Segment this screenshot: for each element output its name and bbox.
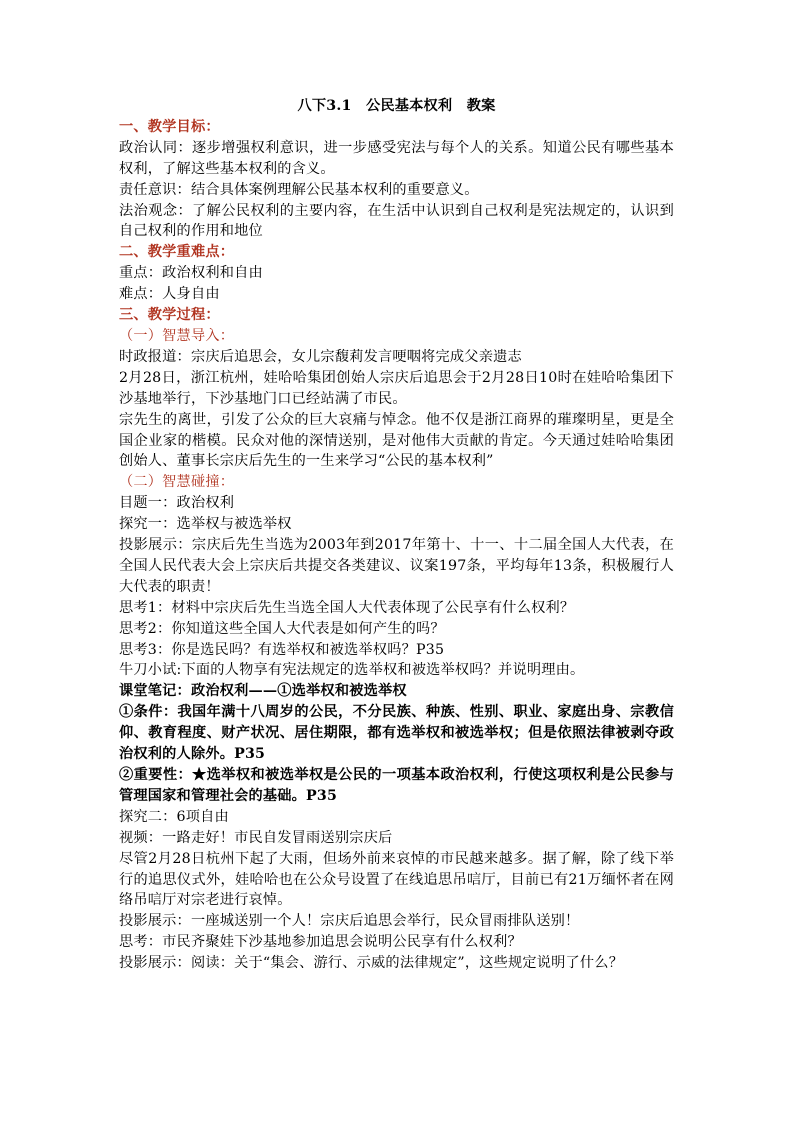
question-two: 思考2：你知道这些全国人大代表是如何产生的吗？ — [119, 620, 445, 637]
video-paragraph: 尽管2月28日杭州下起了大雨，但场外前来哀悼的市民越来越多。据了解，除了线下举行的追思仪式外，娃哈哈也在公众号设置了在线追思吊唁厅，目前已有21万缅怀者在网络吊唁厅对宗老进行哀悼。 — [119, 850, 674, 909]
projection-one: 投影展示：宗庆后先生当选为2003年到2017年第十、十一、十二届全国人大代表，在全国人民代表大会上宗庆后共提交各类建议、议案197条，平均每年13条，积极履行人大代表的职责！ — [119, 537, 674, 595]
part-label-collision: （二）智慧碰撞： — [119, 474, 235, 491]
document-title: 八下3.1 公民基本权利 教案 — [297, 98, 496, 114]
practice-task: 牛刀小试:下面的人物享有宪法规定的选举权和被选举权吗？并说明理由。 — [119, 662, 585, 679]
section-heading-key-points: 二、教学重难点： — [119, 244, 235, 261]
question-one: 思考1：材料中宗庆后先生当选全国人大代表体现了公民享有什么权利？ — [119, 599, 575, 616]
projection-three: 投影展示：阅读：关于“集会、游行、示威的法律规定”，这些规定说明了什么？ — [119, 955, 624, 972]
difficult-point: 难点：人身自由 — [119, 286, 220, 303]
video-title: 视频：一路走好！市民自发冒雨送别宗庆后 — [119, 829, 393, 846]
objective-responsibility: 责任意识：结合具体案例理解公民基本权利的重要意义。 — [119, 181, 479, 198]
key-point: 重点：政治权利和自由 — [119, 265, 263, 282]
class-notes-condition: ①条件：我国年满十八周岁的公民，不分民族、种族、性别、职业、家庭出身、宗教信仰、教育程度、财产状况、居住期限，都有选举权和被选举权；但是依照法律被剥夺政治权利的人除外。P35 — [119, 704, 674, 763]
question-four: 思考：市民齐聚娃下沙基地参加追思会说明公民享有什么权利？ — [119, 934, 522, 951]
part-label-introduction: （一）智慧导入： — [119, 327, 235, 344]
news-headline: 时政报道：宗庆后追思会，女儿宗馥莉发言哽咽将完成父亲遗志 — [119, 348, 522, 365]
inquiry-two: 探究二：6项自由 — [119, 808, 229, 825]
section-heading-process: 三、教学过程： — [119, 307, 220, 324]
topic-one: 目题一：政治权利 — [119, 495, 235, 512]
lesson-plan-document — [119, 96, 674, 974]
section-heading-objectives: 一、教学目标： — [119, 118, 220, 135]
class-notes-importance: ②重要性：★选举权和被选举权是公民的一项基本政治权利，行使这项权利是公民参与管理国家和管理社会的基础。P35 — [119, 767, 674, 804]
inquiry-one: 探究一：选举权与被选举权 — [119, 516, 292, 533]
objective-rule-of-law: 法治观念：了解公民权利的主要内容，在生活中认识到自己权利是宪法规定的，认识到自己权利的作用和地位 — [119, 202, 674, 240]
news-paragraph: 2月28日，浙江杭州，娃哈哈集团创始人宗庆后追思会于2月28日10时在娃哈哈集团下沙基地举行，下沙基地门口已经站满了市民。 — [119, 369, 674, 407]
class-notes-heading: 课堂笔记：政治权利——①选举权和被选举权 — [119, 683, 407, 700]
intro-paragraph: 宗先生的离世，引发了公众的巨大哀痛与悼念。他不仅是浙江商界的璀璨明星，更是全国企业家的楷模。民众对他的深情送别，是对他伟大贡献的肯定。今天通过娃哈哈集团创始人、董事长宗庆后先生的一生来学习“公民的基本权利” — [119, 411, 674, 470]
objective-political-identity: 政治认同：逐步增强权利意识，进一步感受宪法与每个人的关系。知道公民有哪些基本权利，了解这些基本权利的含义。 — [119, 139, 674, 177]
question-three: 思考3：你是选民吗？有选举权和被选举权吗？P35 — [119, 641, 445, 658]
projection-two: 投影展示：一座城送别一个人！宗庆后追思会举行，民众冒雨排队送别！ — [119, 913, 580, 930]
